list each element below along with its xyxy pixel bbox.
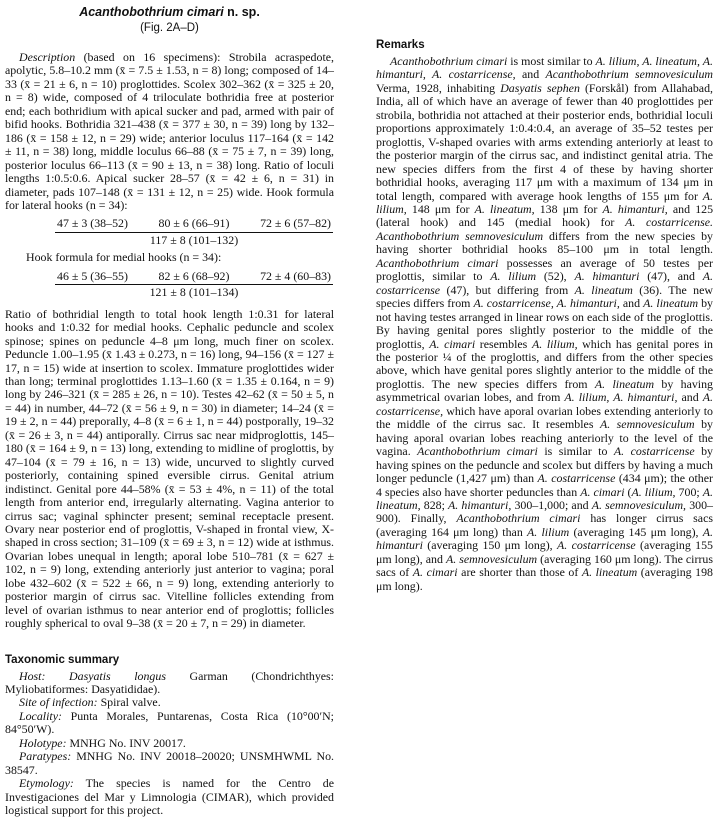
italic-text: A. himanturi,	[448, 497, 512, 512]
italic-text: Holotype:	[19, 735, 67, 750]
paratypes-entry	[5, 750, 334, 777]
italic-text: Acanthobothrium cimari	[390, 54, 508, 68]
italic-text: Dasyatis sephen	[500, 80, 580, 95]
italic-text: Acanthobothrium cimari	[456, 511, 581, 526]
italic-text: A. lineatum	[643, 296, 699, 311]
italic-text: Acanthobothrium cimari	[417, 444, 538, 459]
italic-text: A. lilium, A. himanturi,	[564, 390, 678, 405]
species-title	[5, 5, 334, 20]
text-run: (averaging 155 μm long), and	[376, 538, 713, 566]
italic-text: A. costarricense	[376, 269, 713, 297]
formula-term: 47 ± 3 (38–52)	[57, 216, 128, 231]
text-run: (47), but differing from	[440, 282, 575, 297]
morphology-paragraph	[5, 308, 334, 631]
formula-term: 72 ± 4 (60–83)	[260, 268, 331, 283]
formula-term: 80 ± 6 (66–91)	[158, 216, 230, 231]
site-entry	[5, 696, 334, 709]
text-run: by having spines on the peduncle and scolex but differs by having a much longer peduncle (1,427 μm) than	[376, 444, 713, 486]
text-run: are shorter than those of	[457, 565, 582, 580]
italic-text: A. costarricense	[613, 444, 695, 459]
text-run: (averaging 198 μm long).	[376, 565, 713, 593]
text-run: is most similar to	[507, 54, 596, 68]
italic-text: A. costarricense, A. himanturi,	[473, 296, 620, 311]
italic-text: A. lineatum	[574, 282, 633, 297]
text-run: which have aporal ovarian lobes extending anteriorly to the middle of the cirrus sac. It resembles	[376, 403, 713, 432]
etymology-entry	[5, 777, 334, 817]
italic-text: A. himanturi	[574, 269, 640, 284]
text-run: by having aporal ovarian lobes reaching anteriorly to the level of the vagina.	[376, 417, 713, 459]
italic-text: Host:	[19, 668, 46, 683]
italic-text: A. semnovesiculum	[599, 417, 695, 432]
figure-reference: (Fig. 2A–D)	[140, 22, 199, 34]
lateral-hook-formula	[55, 217, 333, 247]
formula-numerator	[55, 270, 333, 285]
text-run: and	[677, 390, 703, 405]
text-run: by having asymmetrical ovarian lobes, and from	[376, 376, 713, 405]
italic-text: A. semnovesiculum,	[591, 497, 687, 512]
left-column	[5, 5, 334, 818]
taxonomic-summary-heading: Taxonomic summary	[5, 653, 120, 666]
text-run: (averaging 160 μm long). The cirrus sacs of	[376, 551, 713, 580]
italic-text: Acanthobothrium cimari	[376, 255, 499, 270]
text-run: differs from the new species by having shorter bothridial hooks 85–100 μm in total length.	[376, 228, 713, 257]
italic-text: A. lineatum,	[474, 201, 535, 216]
italic-text: Site of infection:	[19, 695, 98, 710]
text-run: 300–900). Finally,	[376, 497, 713, 526]
host-entry	[5, 670, 334, 697]
italic-text: A. lilium,	[376, 188, 713, 216]
text-run: has longer cirrus sacs (averaging 164 μm long) than	[376, 511, 713, 539]
text-run: 138 μm for	[534, 201, 603, 216]
italic-text: A. lilium,	[631, 484, 676, 499]
text-run: is similar to	[537, 444, 614, 459]
text-run: (52),	[536, 269, 575, 284]
text-run: (based on 16 specimens): Strobila acraspedote, apolytic, 5.8–10.2 mm (x̄ = 7.5 ± 1.53, n = 8) long; composed of 14–33 (x̄ = 21 ± 6, n = 10) proglottides. Scolex 302–362 (x̄ = 325 ± 20, n = 8) wide, composed of 4 triloculate bothridia free at posterior end; each bothridium with apical sucker and pad, armed with pair of bifid hooks. Bothridia 321–438 (x̄ = 377 ± 30, n = 39) long by 132–186 (x̄ = 158 ± 12, n = 29) wide; anterior loculus 117–164 (x̄ = 142 ± 11, n = 38) long, middle loculus 66–88 (x̄ = 75 ± 7, n = 39) long, posterior loculus 66–113 (x̄ = 90 ± 13, n = 38) long. Ratio of loculi lengths 1:0.5:0.6. Apical sucker 28–57 (x̄ = 42 ± 6, n = 31) in diameter, pads 107–148 (x̄ = 131 ± 12, n = 25) wide. Hook formula for lateral hooks (n = 34):	[5, 50, 334, 212]
formula-term: 72 ± 6 (57–82)	[260, 216, 331, 231]
text-run: (averaging 145 μm long),	[569, 524, 703, 539]
italic-text: A. lilium,	[531, 336, 578, 351]
text-run: MNHG No. INV 20017.	[66, 735, 186, 750]
text-run: (averaging 150 μm long),	[422, 538, 557, 553]
italic-text: A. costarricense. Acanthobothrium semnovesiculum	[376, 215, 714, 243]
text-run: 300–1,000; and	[511, 497, 592, 512]
text-run: Ratio of bothridial length to total hook length 1:0.31 for lateral hooks and 1:0.32 for medial hooks. Cephalic peduncle and scolex spinose; spines on peduncle 4–8 μm long, much finer on scolex. Peduncle 1.00–1.95 (x̄ 1.43 ± 0.273, n = 16) long, 94–156 (x̄ = 127 ± 17, n = 15) wide at insertion to scolex. Immature proglottides wider than long; terminal proglottides 1.13–1.60 (x̄ = 1.35 ± 0.164, n = 9) long by 246–321 (x̄ = 285 ± 26, n = 10). Testes 42–62 (x̄ = 50 ± 5, n = 44) in number, 44–72 (x̄ = 56 ± 9, n = 30) in diameter; 14–24 (x̄ = 19 ± 2, n = 44) preporally, 4–8 (x̄ = 6 ± 1, n = 44) postporally, 19–32 (x̄ = 26 ± 3, n = 44) antiporally. Cirrus sac near midproglottis, 145–180 (x̄ = 164 ± 9, n = 13) long, extending to midline of proglottis, by 47–104 (x̄ = 79 ± 16, n = 13) wide, uncurved to slightly curved posteriorly, containing spined eversible cirrus. Genital atrium indistinct. Genital pore 44–58% (x̄ = 53 ± 4%, n = 11) of the total length from anterior end, irregularly alternating. Vagina anterior to cirrus sac; vaginal sphincter present; seminal receptacle present. Ovary near posterior end of proglottis, V-shaped in frontal view, X-shaped in cross section; 31–109 (x̄ = 69 ± 3, n = 12) wide at isthmus. Ovarian lobes unequal in length; aporal lobe 510–781 (x̄ = 627 ± 102, n = 9) long, extending anteriorly just anterior to vagina; poral lobe 432–602 (x̄ = 522 ± 66, n = 9) long, extending anteriorly to posterior margin of cirrus sac. Vitelline follicles extending from level of ovarian isthmus to near anterior end of proglottis; follicles roughly spherical to oval 9–38 (x̄ = 20 ± 7, n = 29) in diameter.	[5, 306, 334, 631]
text-run: resembles	[475, 336, 532, 351]
formula-term: 46 ± 5 (36–55)	[57, 268, 128, 283]
italic-text: A. lineatum	[581, 565, 638, 580]
italic-text: A. cimari	[412, 565, 458, 580]
medial-hook-label: Hook formula for medial hooks (n = 34):	[26, 250, 222, 265]
italic-text: A. costarricense	[537, 471, 616, 486]
description-paragraph	[5, 51, 334, 212]
text-run: and	[619, 296, 644, 311]
text-run: The species is named for the Centro de Investigaciones del Mar y Limnologia (CIMAR), which provided logistical support for this project.	[5, 776, 334, 818]
text-run: Verma, 1928, inhabiting	[376, 80, 501, 95]
text-run: Garman (Chondrichthyes: Myliobatiformes: Dasyatididae).	[5, 668, 334, 697]
text-run: (Forskål) from Allahabad, India, all of which have an average of fewer than 40 proglottides per strobila, bothridia not attached at their posterior ends, bothridial loculi proportions approximately 1:0.4:0.4, an average of 35–52 testes per proglottis, V-shaped ovaries with arms extending anteriorly at least to the posterior margin of the cirrus sac, and indistinct genital atria. The new species differs from the first 4 of these by having shorter bothridial hooks, averaging 117 μm with a maximum of 134 μm in total length, compared with average hook lengths of 155 μm for	[376, 80, 713, 203]
medial-hook-formula	[55, 270, 333, 300]
remarks-paragraph	[376, 55, 713, 593]
text-run: (434 μm); the other 4 species also have shorter peduncles than	[376, 471, 713, 499]
locality-entry	[5, 710, 334, 737]
holotype-entry	[5, 737, 334, 750]
text-run: MNHG No. INV 20018–20020; UNSMHWML No. 38547.	[5, 749, 334, 777]
italic-text: Etymology:	[19, 776, 74, 791]
italic-text: A. lineatum,	[376, 484, 713, 512]
species-name: Acanthobothrium cimari	[79, 5, 224, 19]
formula-denominator: 121 ± 8 (101–134)	[149, 285, 239, 300]
remarks-heading: Remarks	[376, 39, 425, 51]
formula-denominator: 117 ± 8 (101–132)	[149, 232, 239, 247]
new-species-mark: n. sp.	[223, 5, 260, 19]
italic-text: Locality:	[19, 708, 62, 723]
italic-text: A. costarricense	[557, 538, 636, 553]
italic-text: A. lilium	[527, 524, 570, 539]
italic-text: Paratypes:	[19, 749, 72, 764]
italic-text: A. himanturi	[376, 524, 713, 553]
italic-text: A. cimari	[429, 336, 476, 351]
text-run: 828;	[420, 497, 449, 512]
text-run: possesses an average of 50 testes per proglottis, similar to	[376, 255, 713, 284]
right-column	[376, 38, 713, 593]
text-run: which has genital pores in the posterior ¼ of the proglottis, and differs from the other species above, which have genital pores slightly anterior to the middle of the proglottis. The new species differs from	[376, 336, 713, 391]
italic-text: Description	[19, 50, 76, 64]
text-run: (36). The new species differs from	[376, 282, 713, 311]
text-run: (47), and	[639, 269, 703, 284]
text-run: Punta Morales, Puntarenas, Costa Rica (10°00′N; 84°50′W).	[5, 708, 334, 737]
text-run	[45, 669, 69, 683]
italic-text: A. semnovesiculum	[445, 551, 538, 566]
formula-numerator	[55, 217, 333, 232]
italic-text: Acanthobothrium semnovesiculum	[545, 67, 713, 82]
text-run: by not having testes arranged in linear rows on each side of the proglottis. By having genital pores slightly posterior to the middle of the proglottis,	[376, 296, 713, 351]
italic-text: A. lineatum	[594, 376, 655, 391]
text-run: Spiral valve.	[97, 695, 161, 710]
text-run: 148 μm for	[406, 201, 475, 216]
italic-text: Dasyatis longus	[69, 668, 166, 683]
text-run: and	[515, 67, 546, 82]
formula-term: 82 ± 6 (68–92)	[158, 268, 230, 283]
italic-text: A. lilium, A. lineatum, A. himanturi, A. costarricense,	[376, 54, 713, 82]
italic-text: A. costarricense,	[376, 390, 713, 418]
italic-text: A. lilium	[490, 269, 537, 284]
italic-text: A. cimari	[580, 484, 625, 499]
taxonomic-summary	[5, 670, 334, 818]
italic-text: A. himanturi,	[602, 201, 668, 216]
text-run: (	[624, 484, 632, 499]
text-run: and 125 (lateral hook) and 145 (medial hook) for	[376, 201, 714, 230]
text-run: 700;	[675, 484, 703, 499]
